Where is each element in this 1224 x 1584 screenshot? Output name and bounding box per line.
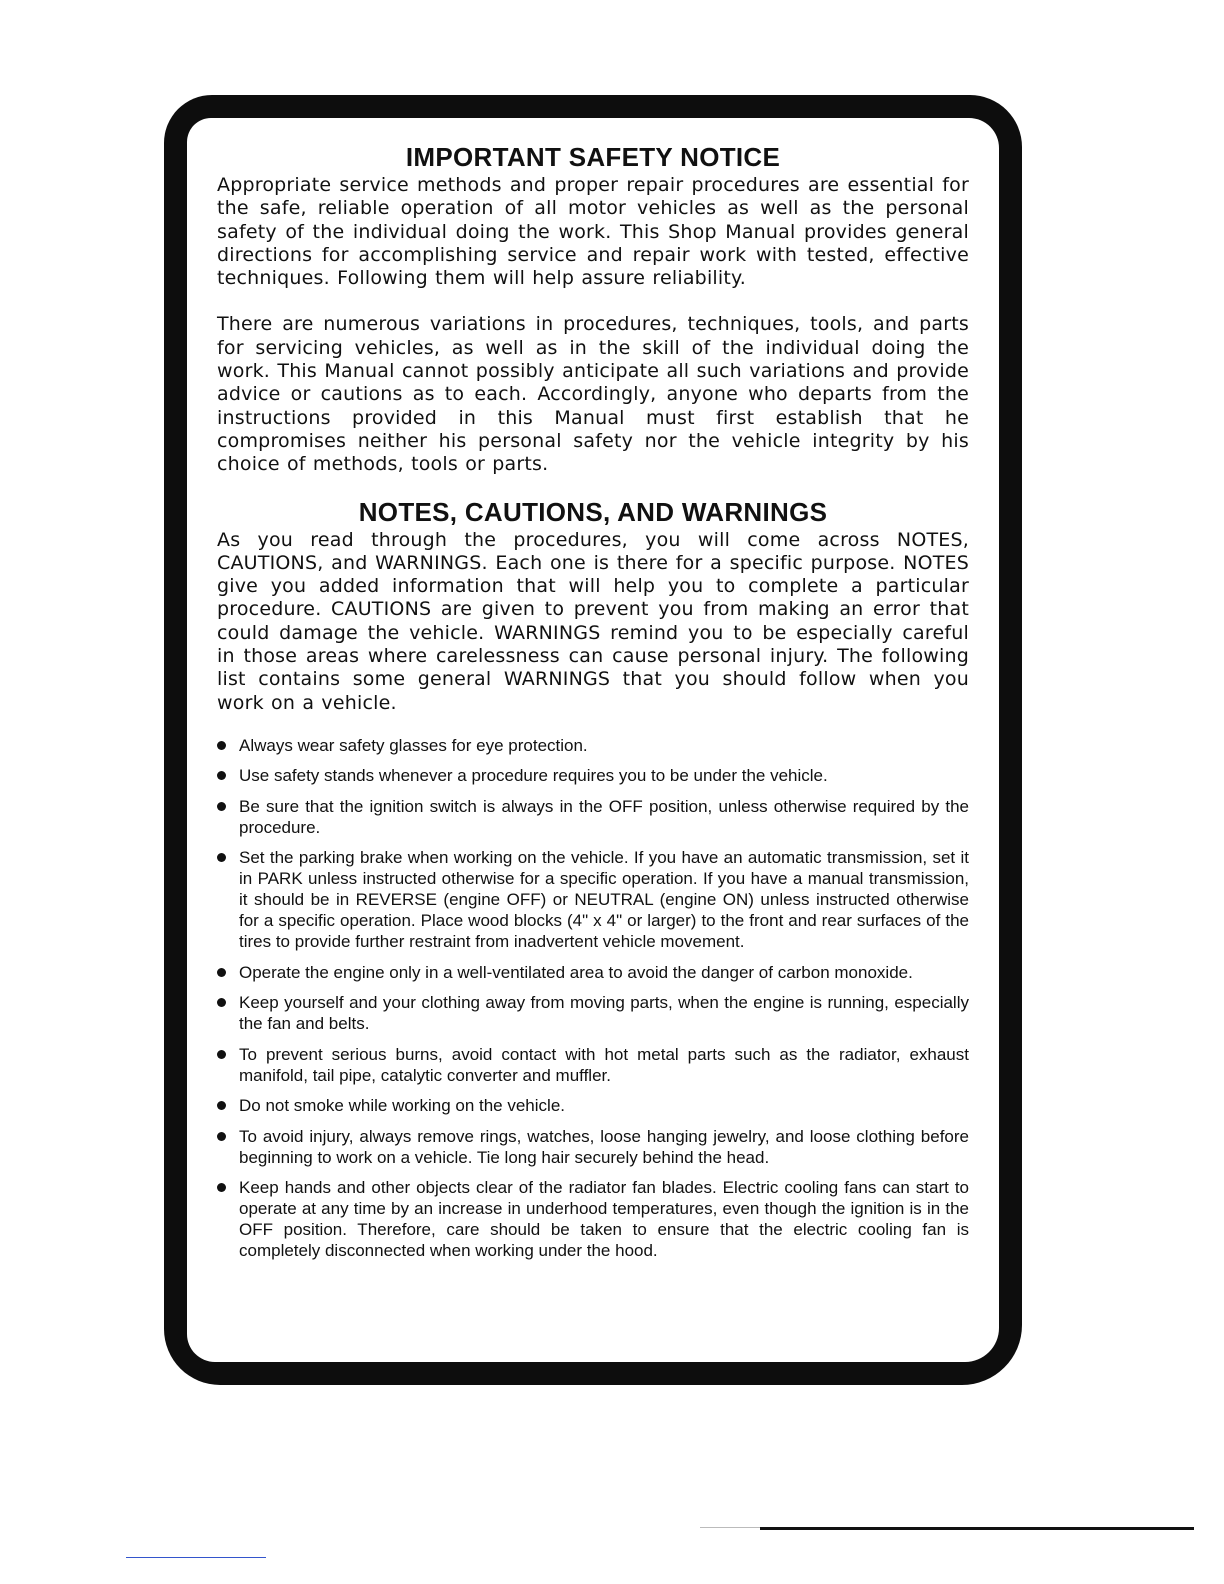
warning-item <box>217 765 969 786</box>
notes-section-intro: As you read through the procedures, you will come across NOTES, CAUTIONS, and WARNINGS. Each one is there for a specific purpose. NOTES give you added information that will help you to complete a particular procedure. CAUTIONS are given to prevent you from making an error that could damage the vehicle. WARNINGS remind you to be especially careful in those areas where carelessness can cause personal injury. The following list contains some general WARNINGS that you should follow when you work on a vehicle. <box>217 528 969 714</box>
warning-text: Always wear safety glasses for eye protection. <box>239 735 588 755</box>
warning-item <box>217 1044 969 1086</box>
warning-text: Operate the engine only in a well-ventilated area to avoid the danger of carbon monoxide. <box>239 962 913 982</box>
bullet-icon <box>217 741 226 750</box>
warnings-list <box>217 735 969 1262</box>
warning-text: Keep hands and other objects clear of the radiator fan blades. Electric cooling fans can start to operate at any time by an increase in underhood temperatures, even though the ignition is in the OFF position. Therefore, care should be taken to ensure that the electric cooling fan is completely disconnected when working under the hood. <box>239 1178 969 1261</box>
bullet-icon <box>217 853 226 862</box>
notice-content <box>217 140 969 1271</box>
warning-item <box>217 796 969 838</box>
warning-text: Keep yourself and your clothing away from moving parts, when the engine is running, especially the fan and belts. <box>239 993 969 1034</box>
warning-text: To avoid injury, always remove rings, watches, loose hanging jewelry, and loose clothing before beginning to work on a vehicle. Tie long hair securely behind the head. <box>239 1126 969 1167</box>
warning-item <box>217 1126 969 1168</box>
footer-rule-faint <box>700 1527 760 1528</box>
warning-item <box>217 1177 969 1261</box>
warning-item <box>217 1095 969 1116</box>
safety-notice-paragraph: Appropriate service methods and proper repair procedures are essential for the safe, reliable operation of all motor vehicles as well as the personal safety of the individual doing the work. This Shop Manual provides general directions for accomplishing service and repair work with tested, effective techniques. Following them will help assure reliability. <box>217 174 969 290</box>
bullet-icon <box>217 802 226 811</box>
footer-rule <box>760 1527 1194 1530</box>
bullet-icon <box>217 771 226 780</box>
warning-item <box>217 735 969 756</box>
warning-text: To prevent serious burns, avoid contact with hot metal parts such as the radiator, exhaust manifold, tail pipe, catalytic converter and muffler. <box>239 1044 969 1085</box>
safety-notice-paragraph: There are numerous variations in procedures, techniques, tools, and parts for servicing vehicles, as well as in the skill of the individual doing the work. This Manual cannot possibly anticipate all such variations and provide advice or cautions as to each. Accordingly, anyone who departs from the instructions provided in this Manual must first establish that he compromises neither his personal safety nor the vehicle integrity by his choice of methods, tools or parts. <box>217 313 969 476</box>
bullet-icon <box>217 1132 226 1141</box>
bullet-icon <box>217 968 226 977</box>
bullet-icon <box>217 1183 226 1192</box>
warning-item <box>217 962 969 983</box>
footer-blue-rule <box>126 1557 266 1558</box>
warning-item <box>217 847 969 952</box>
warning-text: Set the parking brake when working on the vehicle. If you have an automatic transmission, set it in PARK unless instructed otherwise for a specific operation. If you have a manual transmission, it should be in REVERSE (engine OFF) or NEUTRAL (engine ON) unless instructed otherwise for a specific operation. Place wood blocks (4" x 4" or larger) to the front and rear surfaces of the tires to provide further restraint from inadvertent vehicle movement. <box>239 848 969 952</box>
warning-text: Be sure that the ignition switch is always in the OFF position, unless otherwise required by the procedure. <box>239 796 969 837</box>
bullet-icon <box>217 1050 226 1059</box>
bullet-icon <box>217 998 226 1007</box>
safety-notice-title: IMPORTANT SAFETY NOTICE <box>405 142 781 172</box>
warning-item <box>217 992 969 1034</box>
notes-section-title: NOTES, CAUTIONS, AND WARNINGS <box>358 496 828 527</box>
warning-text: Do not smoke while working on the vehicle. <box>239 1096 565 1116</box>
bullet-icon <box>217 1101 226 1110</box>
warning-text: Use safety stands whenever a procedure requires you to be under the vehicle. <box>239 766 828 786</box>
